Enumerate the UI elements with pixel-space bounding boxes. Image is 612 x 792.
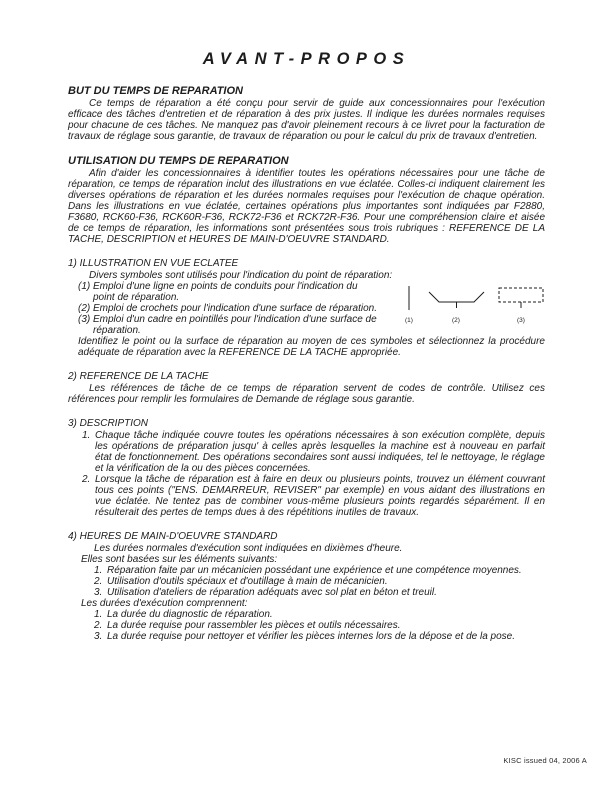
repair-symbols-figure	[400, 283, 545, 325]
heures-intro-1: Les durées normales d'exécution sont indiquées en dixièmes d'heure.	[94, 543, 403, 554]
section-but-paragraph: Ce temps de réparation a été conçu pour servir de guide aux concessionnaires pour l'exécution efficace des tâches d'entretien et de réparation à des prix justes. Il indique les durées normales requises pour chacune de ces tâches. Ne manquez pas d'avoir pleinement recours à ce livret pour la facturation de travaux de réglage sous garantie, de travaux de réparation ou pour le calcul du prix de travaux d'entretien.	[68, 98, 545, 142]
heures-based-item-1-text: Réparation faite par un mécanicien possédant une expérience et une compétence moyennes.	[107, 565, 522, 576]
heures-based-item-3-text: Utilisation d'ateliers de réparation adéquats avec sol plat en béton et treuil.	[107, 587, 437, 598]
figure-label-2: (2)	[452, 317, 460, 324]
section-description-heading: 3) DESCRIPTION	[68, 418, 149, 429]
bracket-symbol	[429, 292, 484, 324]
section-but	[68, 85, 545, 142]
section-illustration-heading: 1) ILLUSTRATION EN VUE ECLATEE	[68, 258, 239, 269]
section-utilisation-paragraph: Afin d'aider les concessionnaires à identifier toutes les opérations nécessaires pour une tâche de réparation, ce temps de réparation inclut des illustrations en vue éclatée. Colles-ci indiquent clairement les diverses opérations de réparation et les durées normales requises pour l'exécution de chaque opération. Dans les illustrations en vue éclatée, certaines opérations plus importantes sont indiquées par F2880, F3680, RCK60-F36, RCK60R-F36, RCK72-F36 et RCK72R-F36. Pour une compréhension claire et aisée de ce temps de réparation, les informations sont présentées sous trois rubriques : REFERENCE DE LA TACHE, DESCRIPTION et HEURES DE MAIN-D'OEUVRE STANDARD.	[68, 168, 545, 245]
point-line-symbol	[405, 286, 413, 324]
figure-label-1: (1)	[405, 317, 413, 324]
description-item-2-number: 2.	[82, 474, 91, 485]
section-but-heading: BUT DU TEMPS DE REPARATION	[68, 85, 243, 97]
illustration-intro: Divers symboles sont utilisés pour l'indication du point de réparation:	[89, 270, 393, 281]
section-illustration	[68, 258, 545, 358]
description-item-2-text: Lorsque la tâche de réparation est à faire en deux ou plusieurs points, trouvez un élément couvrant tous ces points ("ENS. DEMARREUR, REVISER" par exemple) en vous aidant des illustrations en vue éclatée. Ne tentez pas de combiner vous-même plusieurs points regardés séparément. Il en résulterait des pertes de temps dues à des répétitions inutiles de travaux.	[95, 474, 545, 518]
heures-include-item-2-number: 2.	[94, 620, 103, 631]
heures-based-item-2	[68, 576, 545, 587]
heures-include-item-3	[68, 631, 545, 642]
footer-issue-note: KISC issued 04, 2006 A	[503, 756, 587, 765]
description-item-1-number: 1.	[82, 430, 91, 441]
description-item-1	[68, 430, 545, 474]
heures-intro-3: Les durées d'exécution comprennent:	[81, 598, 248, 609]
section-heures	[68, 531, 545, 642]
heures-intro-2: Elles sont basées sur les éléments suivants:	[81, 554, 278, 565]
illustration-outro: Identifiez le point ou la surface de réparation au moyen de ces symboles et sélectionnez la procédure adéquate de réparation avec la REFERENCE DE LA TACHE appropriée.	[78, 336, 545, 358]
heures-include-item-1-text: La durée du diagnostic de réparation.	[107, 609, 273, 620]
heures-based-item-3-number: 3.	[94, 587, 103, 598]
section-reference-paragraph: Les références de tâche de ce temps de réparation servent de codes de contrôle. Utilisez ces références pour remplir les formulaires de Demande de réglage sous garantie.	[68, 383, 545, 405]
symbol-item-1-label: (1)	[78, 281, 91, 292]
heures-based-item-2-text: Utilisation d'outils spéciaux et d'outillage à main de mécanicien.	[107, 576, 388, 587]
section-description	[68, 418, 545, 518]
heures-based-item-2-number: 2.	[94, 576, 103, 587]
heures-include-item-3-text: La durée requise pour nettoyer et vérifier les pièces internes lors de la dépose et de la pose.	[107, 631, 516, 642]
symbol-item-list	[68, 281, 545, 336]
heures-include-item-1-number: 1.	[94, 609, 103, 620]
symbol-item-3-label: (3)	[78, 314, 91, 325]
section-utilisation-heading: UTILISATION DU TEMPS DE REPARATION	[68, 155, 289, 167]
symbol-item-2-label: (2)	[78, 303, 91, 314]
figure-label-3: (3)	[517, 317, 525, 324]
section-reference	[68, 371, 545, 405]
heures-include-item-2-text: La durée requise pour rassembler les pièces et outils nécessaires.	[107, 620, 401, 631]
page-content	[68, 50, 545, 655]
section-reference-heading: 2) REFERENCE DE LA TACHE	[68, 371, 209, 382]
description-item-2	[68, 474, 545, 518]
heures-include-item-2	[68, 620, 545, 631]
symbol-item-3-text: Emploi d'un cadre en pointillés pour l'indication d'une surface de réparation.	[93, 314, 377, 336]
symbol-item-2-text: Emploi de crochets pour l'indication d'une surface de réparation.	[93, 303, 377, 314]
heures-based-item-1	[68, 565, 545, 576]
section-utilisation	[68, 155, 545, 245]
symbol-item-1-text: Emploi d'une ligne en points de conduits pour l'indication du point de réparation.	[93, 281, 358, 303]
page-title: AVANT-PROPOS	[202, 50, 411, 68]
description-item-1-text: Chaque tâche indiquée couvre toutes les opérations nécessaires à son exécution complète, depuis les opérations de préparation jusqu' à celles après lesquelles la machine est à nouveau en parfait état de fonctionnement. Des opérations secondaires sont aussi indiquées, tel le nettoyage, le réglage et la vérification de la ou des pièces concernées.	[95, 430, 545, 474]
heures-include-item-3-number: 3.	[94, 631, 103, 642]
dashed-frame-symbol	[499, 288, 543, 324]
heures-include-item-1	[68, 609, 545, 620]
section-heures-heading: 4) HEURES DE MAIN-D'OEUVRE STANDARD	[68, 531, 278, 542]
heures-based-item-3	[68, 587, 545, 598]
heures-based-item-1-number: 1.	[94, 565, 103, 576]
